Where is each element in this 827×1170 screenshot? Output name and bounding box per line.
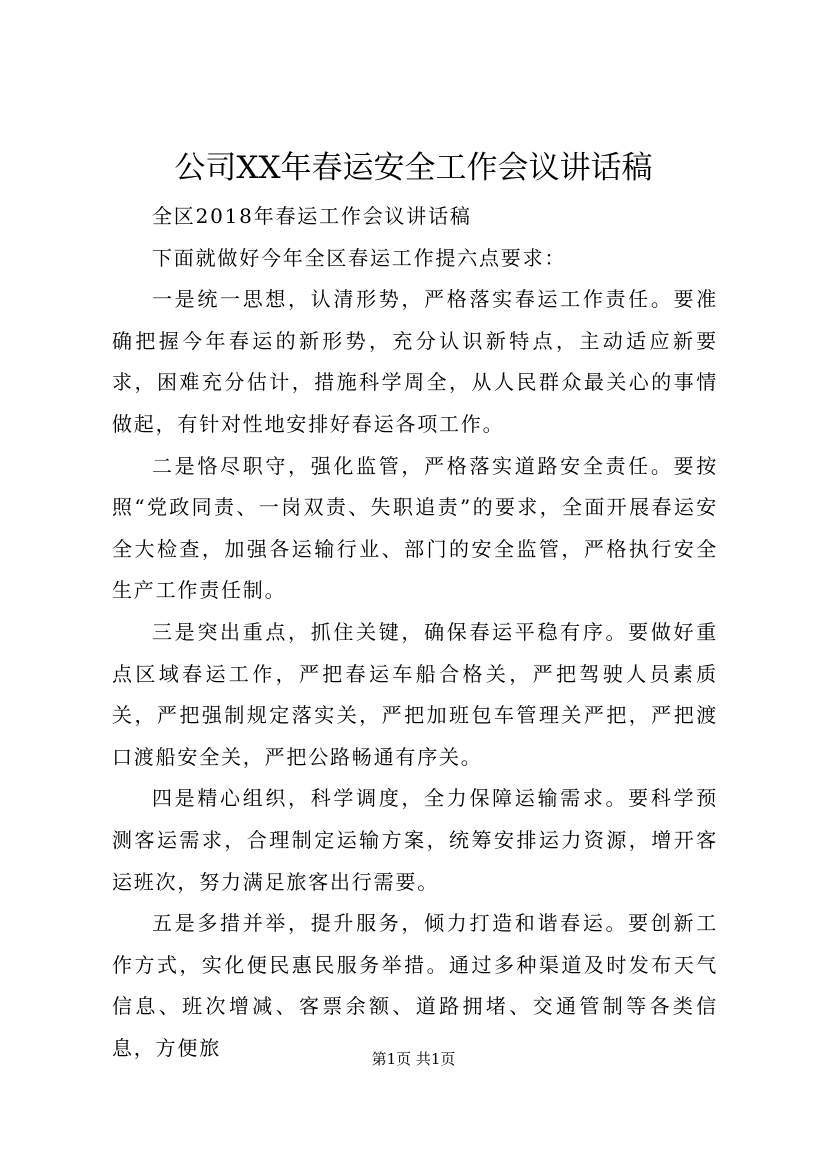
paragraph-requirement-1: 一是统一思想，认清形势，严格落实春运工作责任。要准确把握今年春运的新形势，充分认识新特点，主动适应新要求，困难充分估计，措施科学周全，从人民群众最关心的事情做起，有针对性地安排好春运各项工作。 [112, 287, 718, 436]
document-title: 公司XX年春运安全工作会议讲话稿 [174, 150, 653, 186]
paragraph-subtitle: 全区2018年春运工作会议讲话稿 [152, 204, 472, 228]
page-footer: 第1页 共1页 [371, 1050, 456, 1068]
paragraph-requirement-2: 二是恪尽职守，强化监管，严格落实道路安全责任。要按照“党政同责、一岗双责、失职追责”的要求，全面开展春运安全大检查，加强各运输行业、部门的安全监管，严格执行安全生产工作责任制。 [112, 453, 718, 603]
document-body [112, 196, 718, 1069]
paragraph-requirement-4: 四是精心组织，科学调度，全力保障运输需求。要科学预测客运需求，合理制定运输方案，统筹安排运力资源，增开客运班次，努力满足旅客出行需要。 [112, 786, 718, 894]
paragraph-intro: 下面就做好今年全区春运工作提六点要求： [152, 245, 567, 270]
paragraph-requirement-5: 五是多措并举，提升服务，倾力打造和谐春运。要创新工作方式，实化便民惠民服务举措。通过多种渠道及时发布天气信息、班次增减、客票余额、道路拥堵、交通管制等各类信息，方便旅 [112, 911, 718, 1060]
paragraph-requirement-3: 三是突出重点，抓住关键，确保春运平稳有序。要做好重点区域春运工作，严把春运车船合格关，严把驾驶人员素质关，严把强制规定落实关，严把加班包车管理关严把，严把渡口渡船安全关，严把公路畅通有序关。 [112, 619, 718, 769]
